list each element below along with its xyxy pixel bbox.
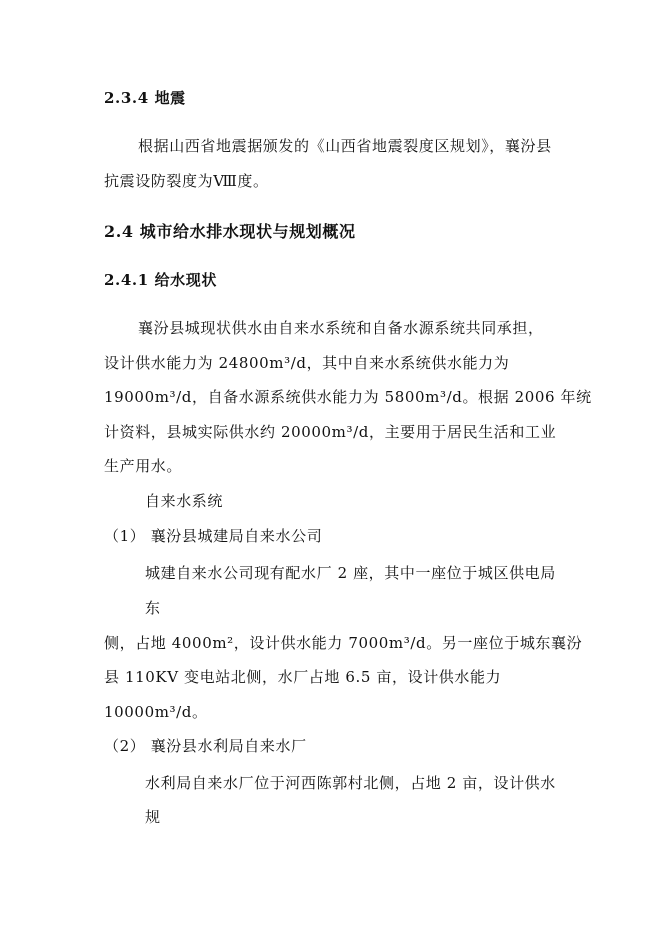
- item-1-line-1: 城建自来水公司现有配水厂 2 座，其中一座位于城区供电局: [145, 564, 556, 582]
- tap-water-system-label: 自来水系统: [145, 492, 224, 510]
- supply-paragraph-line-5: 生产用水。: [104, 457, 183, 475]
- item-1-line-5: 10000m³/d。: [104, 703, 208, 721]
- item-1-line-3: 侧，占地 4000m²，设计供水能力 7000m³/d。另一座位于城东襄汾: [104, 634, 583, 652]
- item-1-line-2: 东: [145, 599, 161, 617]
- section-2-4-1-heading: 2.4.1 给水现状: [104, 271, 217, 289]
- section-2-4-heading: 2.4 城市给水排水现状与规划概况: [104, 222, 356, 241]
- item-1-line-4: 县 110KV 变电站北侧，水厂占地 6.5 亩，设计供水能力: [104, 668, 502, 686]
- earthquake-paragraph-line-1: 根据山西省地震据颁发的《山西省地震裂度区规划》，襄汾县: [138, 137, 552, 155]
- supply-paragraph-line-1: 襄汾县城现状供水由自来水系统和自备水源系统共同承担，: [138, 319, 544, 337]
- supply-paragraph-line-3: 19000m³/d，自备水源系统供水能力为 5800m³/d。根据 2006 年统: [104, 388, 592, 406]
- earthquake-paragraph-line-2: 抗震设防裂度为Ⅷ度。: [104, 172, 269, 190]
- item-2-line-1: 水利局自来水厂位于河西陈郭村北侧，占地 2 亩，设计供水: [145, 774, 556, 792]
- section-2-3-4-heading: 2.3.4 地震: [104, 89, 186, 107]
- item-2-line-2: 规: [145, 808, 161, 826]
- item-2-title: （2） 襄汾县水利局自来水厂: [104, 737, 307, 755]
- supply-paragraph-line-2: 设计供水能力为 24800m³/d，其中自来水系统供水能力为: [104, 354, 510, 372]
- supply-paragraph-line-4: 计资料，县城实际供水约 20000m³/d，主要用于居民生活和工业: [104, 423, 557, 441]
- item-1-title: （1） 襄汾县城建局自来水公司: [104, 527, 323, 545]
